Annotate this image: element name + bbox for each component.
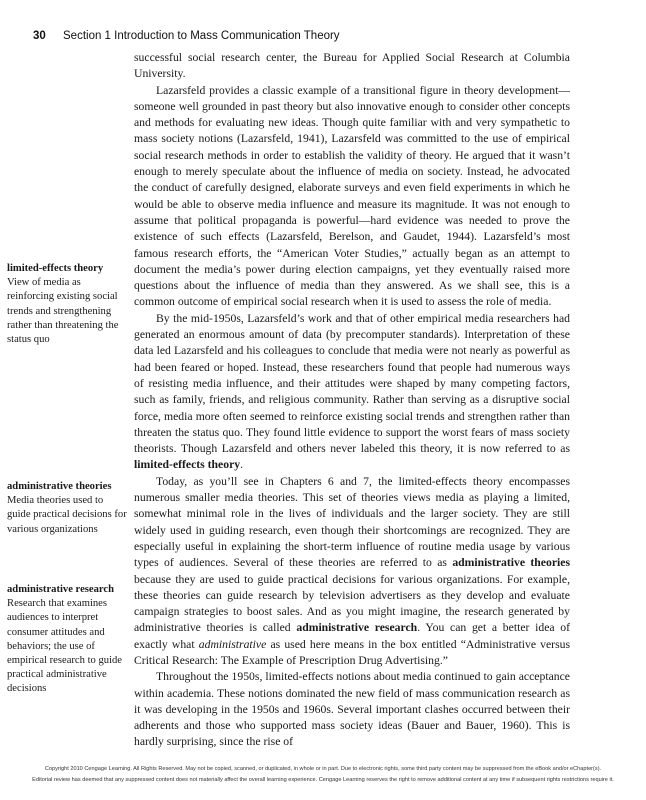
- paragraph-text: By the mid-1950s, Lazarsfeld’s work and that of other empirical media researchers had generated an enormous amount of data (by precomputer standards). Interpretation of these data led Lazarsfeld and his colleagues to conclude that media were not nearly as powerful as had been feared or hoped. Instead, these researchers found that people had numerous ways of resisting media influence, and their attitudes were shaped by many competing factors, such as family, friends, and religious community. Rather than serving as a disruptive social force, media more often seemed to reinforce existing social trends and strengthen rather than threaten the status quo. They found little evidence to support the worst fears of mass society theorists. Though Lazarsfeld and others never labeled this theory, it is now referred to as: [134, 311, 570, 456]
- page-number: 30: [33, 30, 46, 42]
- key-term: administrative research: [296, 621, 418, 635]
- copyright-footer: [6, 764, 640, 786]
- key-term: limited-effects theory: [134, 458, 241, 472]
- main-text: [134, 50, 570, 751]
- margin-term: administrative theories: [7, 481, 112, 492]
- paragraph: [134, 474, 570, 670]
- paragraph: Throughout the 1950s, limited-effects notions about media continued to gain acceptance within academia. These notions dominated the new field of mass communication research as it was developing in the 1950s and 1960s. Several important clashes occurred between their adherents and those who supported mass society ideas (Bauer and Bauer, 1960). This is hardly surprising, since the rise of: [134, 670, 570, 749]
- punctuation: .: [240, 458, 244, 472]
- paragraph: Lazarsfeld provides a classic example of a transitional figure in theory development—someone well grounded in past theory but also innovative enough to consider other concepts and methods for evaluating new ideas. Though quite familiar with and very sympathetic to mass society notions (Lazarsfeld, 1941), Lazarsfeld was committed to the use of empirical social research methods in order to establish the validity of theory. He argued that it wasn’t enough to merely speculate about the influence of media on society. Instead, he advocated the conduct of carefully designed, elaborate surveys and even field experiments in which he would be able to observe media influence and measure its magnitude. It was not enough to assume that political propaganda is powerful—hard evidence was needed to prove the existence of such effects (Lazarsfeld, Berelson, and Gaudet, 1944). Lazarsfeld’s most famous research efforts, the “American Voter Studies,” actually began as an attempt to document the media’s power during election campaigns, yet they eventually raised more questions about the influence of media than they answered. As we shall see, this is a common outcome of empirical social research when it is used to assess the role of media.: [134, 83, 570, 309]
- running-title: Section 1 Introduction to Mass Communication Theory: [63, 30, 340, 42]
- running-header: [33, 30, 340, 42]
- paragraph: successful social research center, the Bureau for Applied Social Research at Columbia University.: [134, 51, 570, 81]
- paragraph: [134, 311, 570, 474]
- margin-note: [7, 262, 127, 347]
- footer-line: Copyright 2010 Cengage Learning. All Rights Reserved. May not be copied, scanned, or duplicated, in whole or in part. Due to electronic rights, some third party content may be suppressed from the eBook and/or eChapter(s).: [44, 766, 602, 772]
- margin-definition: Research that examines audiences to interpret consumer attitudes and behaviors; the use of empirical research to guide practical administrative decisions: [7, 598, 123, 695]
- margin-definition: View of media as reinforcing existing social trends and strengthening rather than threatening the status quo: [7, 277, 119, 346]
- paragraph-text: because they are used to guide practical decisions for various organizations. For example, these theories can guide research by television advertisers as they develop and evaluate campaign strategies to boost sales. And as you might imagine, the research generated by administrative theories is called: [134, 572, 570, 635]
- margin-term: administrative research: [7, 584, 114, 595]
- key-term: administrative theories: [452, 556, 571, 570]
- footer-line: Editorial review has deemed that any suppressed content does not materially affect the overall learning experience. Cengage Learning reserves the right to remove additional content at any time if subsequent rights restrictions require it.: [32, 777, 614, 783]
- margin-note: [7, 480, 127, 537]
- paragraph-text: as used here means in the box entitled “Administrative versus Critical Research: The Example of Prescription Drug Advertising.”: [134, 637, 571, 667]
- paragraph-text: . You can get a better idea of exactly what: [134, 621, 571, 651]
- margin-definition: Media theories used to guide practical decisions for various organizations: [7, 495, 127, 535]
- paragraph-text: Today, as you’ll see in Chapters 6 and 7, the limited-effects theory encompasses numerous smaller media theories. This set of theories views media as playing a limited, somewhat minimal role in the lives of individuals and the larger society. They are still widely used in guiding research, even though their shortcomings are recognized. They are especially useful in explaining the short-term influence of routine media usage by various types of audiences. Several of these theories are referred to as: [134, 474, 570, 570]
- italic-term: administrative: [198, 637, 267, 651]
- margin-note: [7, 583, 127, 697]
- margin-term: limited-effects theory: [7, 263, 104, 274]
